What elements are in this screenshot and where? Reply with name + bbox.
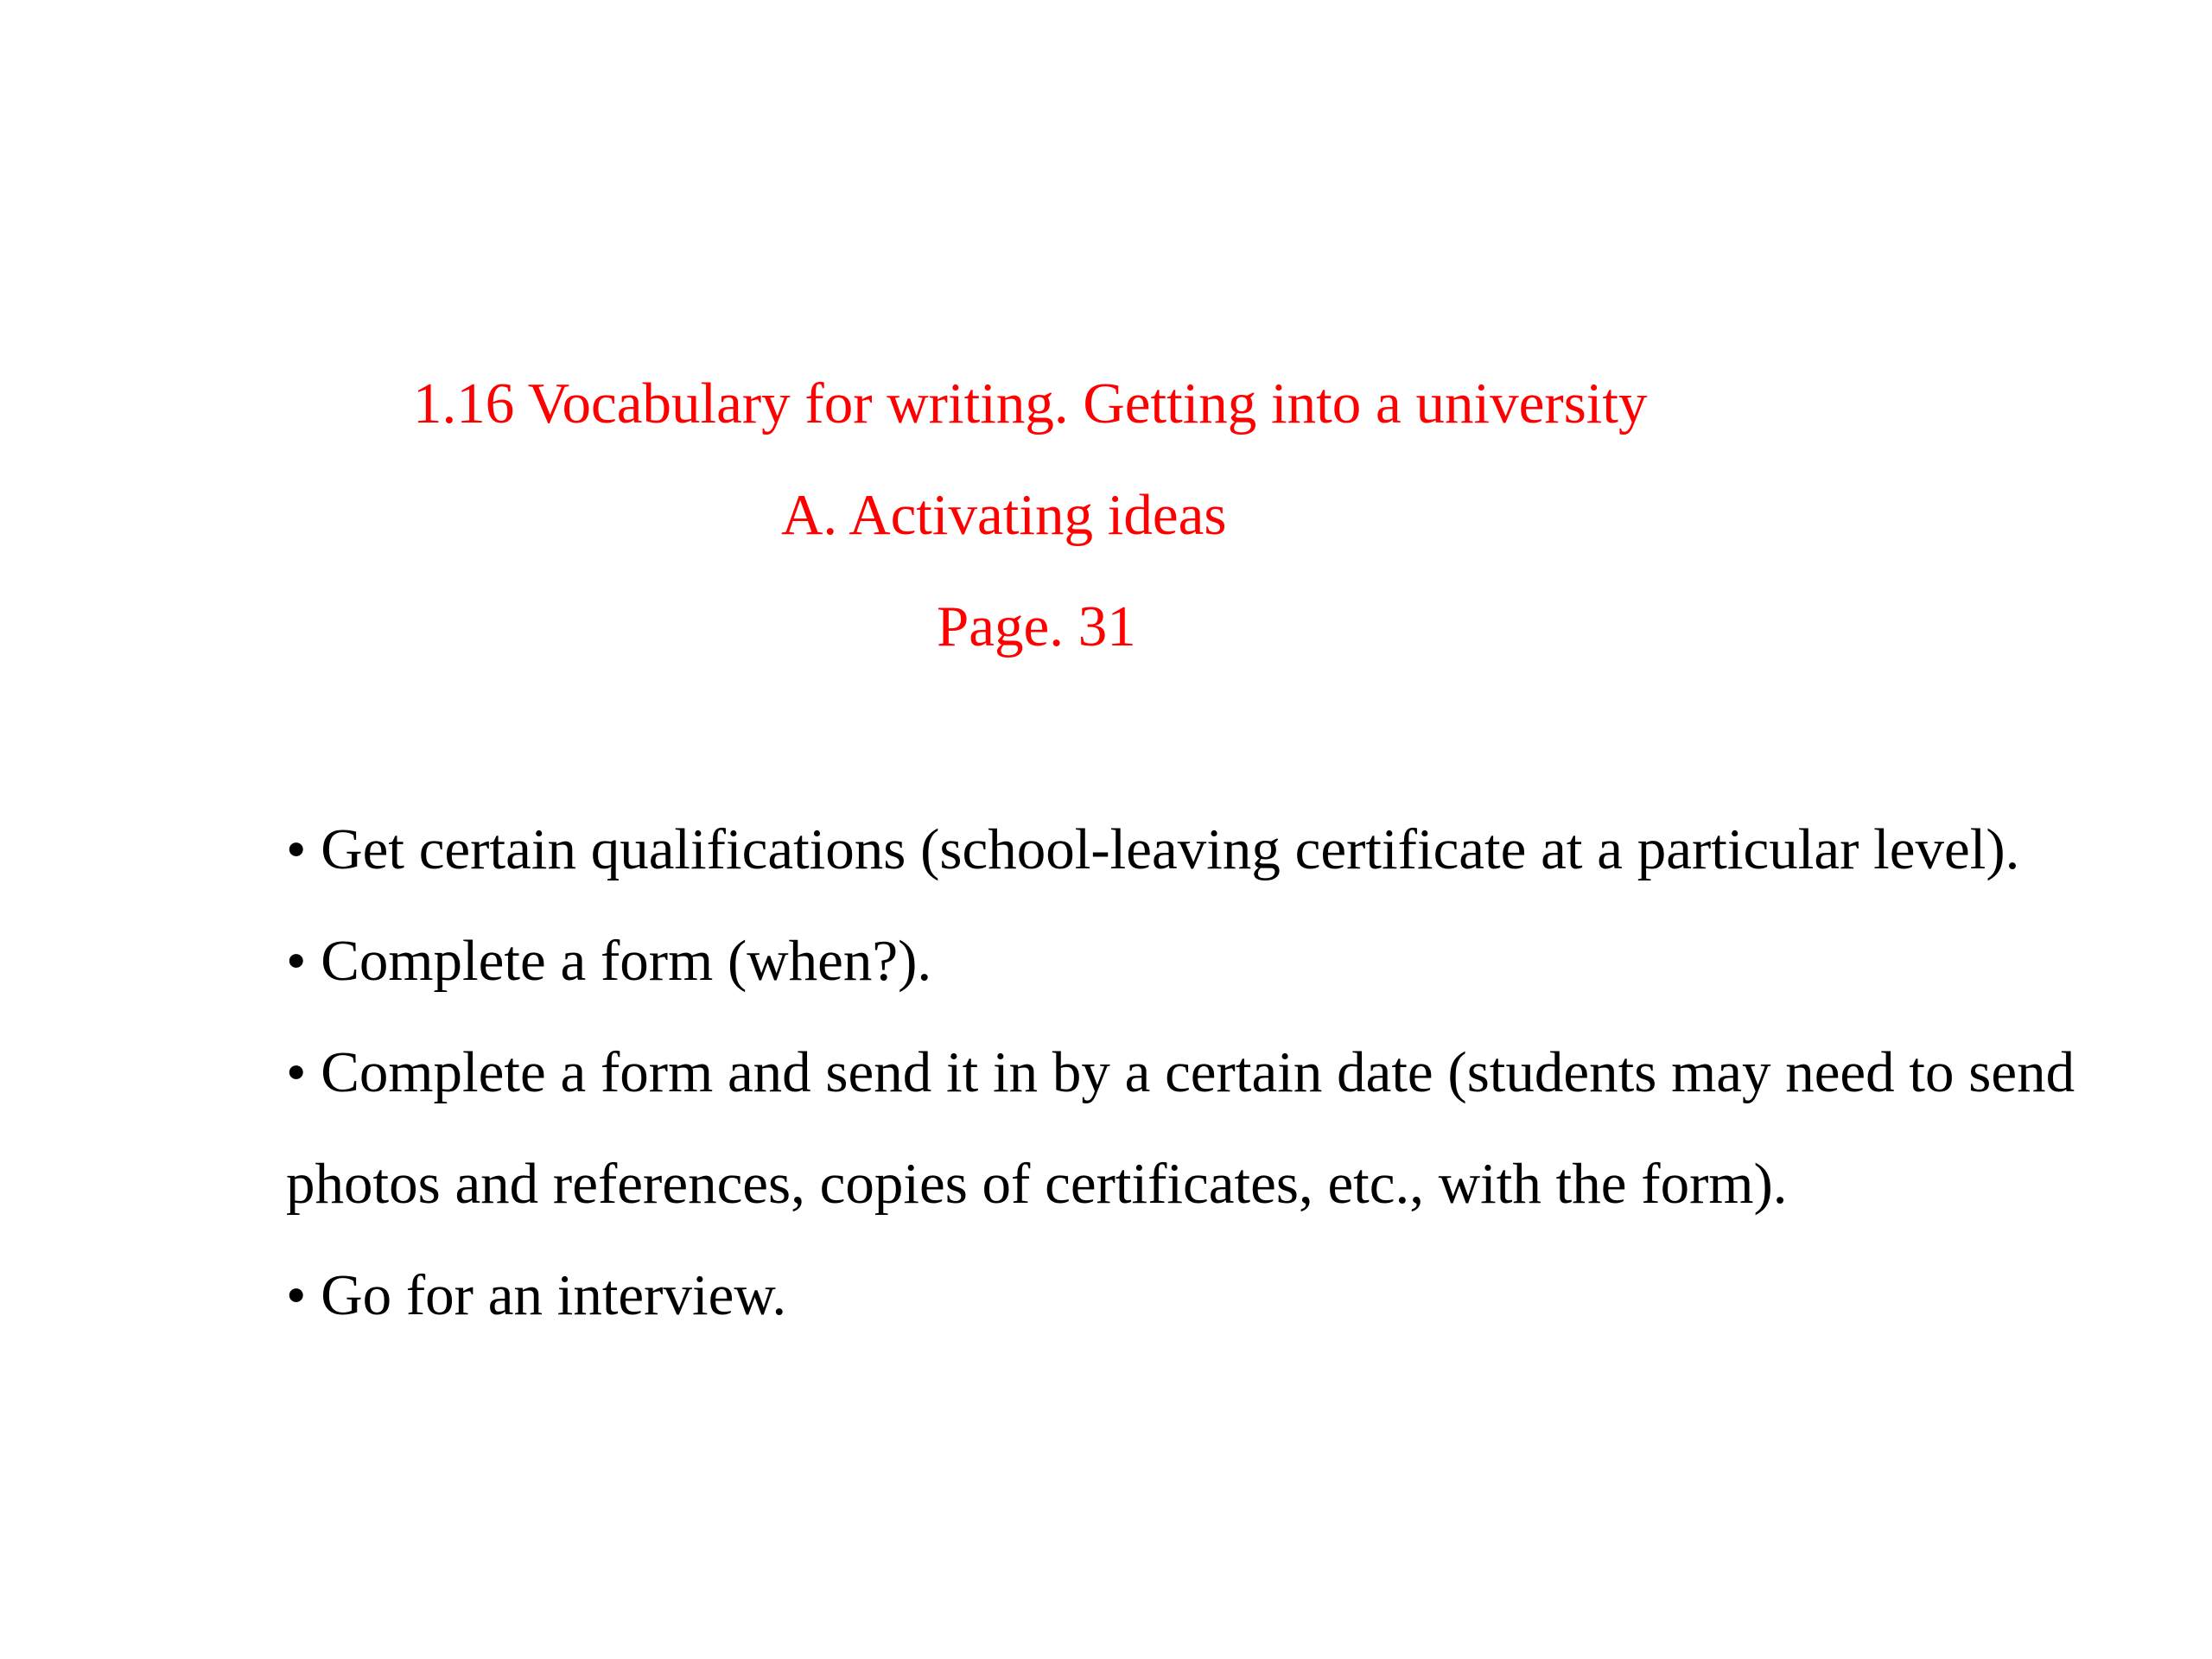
- bullet-item-interview: • Go for an interview.: [286, 1263, 787, 1327]
- bullet-item-send-form: • Complete a form and send it in by a certain date (students may need to send: [286, 1040, 2075, 1104]
- bullet-item-complete-form: • Complete a form (when?).: [286, 929, 932, 993]
- bullet-item-send-form-continued: photos and references, copies of certificates, etc., with the form).: [286, 1152, 1788, 1216]
- bullet-item-qualifications: • Get certain qualifications (school-leaving certificate at a particular level).: [286, 817, 2020, 881]
- page-reference: Page. 31: [937, 594, 1136, 658]
- section-subtitle: A. Activating ideas: [781, 483, 1227, 547]
- slide-title: 1.16 Vocabulary for writing. Getting into a university: [413, 372, 1648, 435]
